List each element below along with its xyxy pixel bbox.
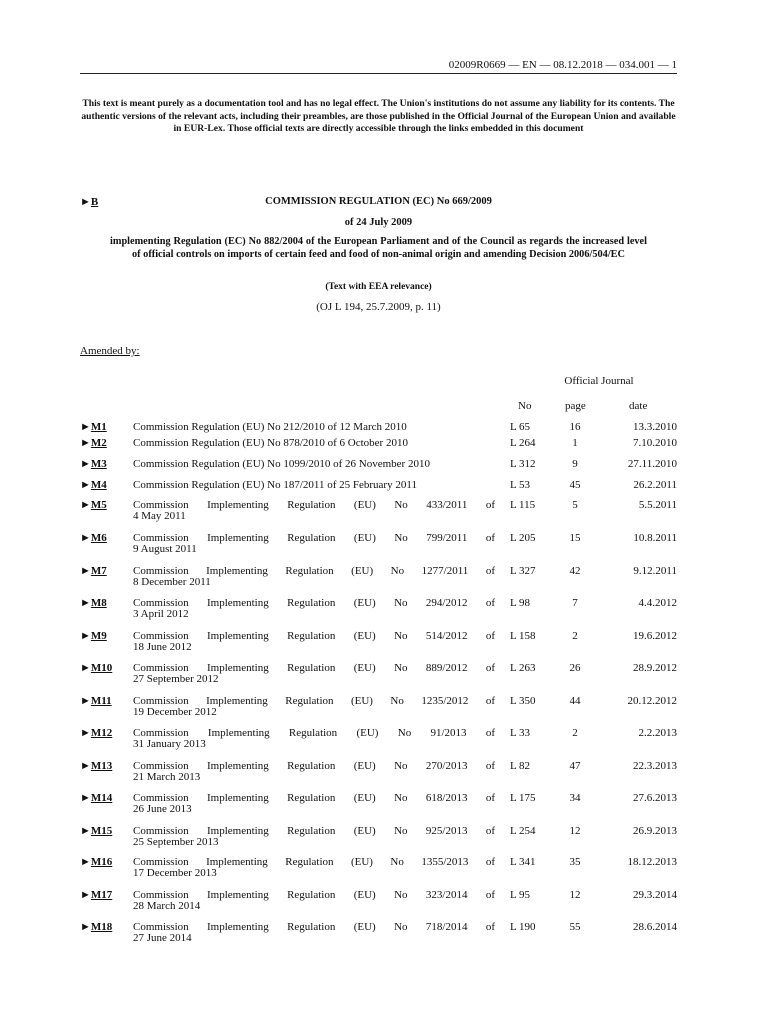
amendment-date-text: 8 December 2011: [133, 576, 211, 588]
arrow-right-icon: ►: [80, 921, 91, 933]
amendment-title: Commission Implementing Regulation (EU) No 91/2013 of: [133, 727, 495, 739]
oj-number: L 350: [510, 695, 536, 707]
amendment-date-text: 27 June 2014: [133, 932, 192, 944]
oj-number: L 263: [510, 662, 536, 674]
oj-page: 12: [569, 889, 581, 901]
oj-page: 44: [569, 695, 581, 707]
oj-page: 1: [572, 437, 578, 449]
oj-date: 28.6.2014: [633, 921, 677, 933]
oj-number: L 53: [510, 479, 531, 491]
amendment-title: Commission Regulation (EU) No 1099/2010 of 26 November 2010: [133, 458, 430, 470]
amendment-title: Commission Implementing Regulation (EU) No 1277/2011 of: [133, 565, 495, 577]
eea-relevance: (Text with EEA relevance): [325, 282, 432, 292]
amendment-marker[interactable]: [80, 663, 112, 674]
amendment-marker[interactable]: [80, 761, 112, 772]
amendment-description: [133, 533, 495, 555]
oj-page: 34: [569, 792, 581, 804]
column-header-no: No: [518, 400, 532, 412]
amendment-marker[interactable]: [80, 631, 107, 642]
document-reference: 02009R0669 — EN — 08.12.2018 — 034.001 — 1: [448, 59, 677, 71]
arrow-right-icon: ►: [80, 532, 91, 544]
oj-date: 9.12.2011: [633, 565, 677, 577]
arrow-right-icon: ►: [80, 825, 91, 837]
arrow-right-icon: ►: [80, 662, 91, 674]
amendment-description: [133, 857, 495, 879]
oj-page: 47: [569, 760, 581, 772]
regulation-title: COMMISSION REGULATION (EC) No 669/2009: [265, 196, 492, 207]
amendment-link[interactable]: M10: [90, 662, 113, 674]
amendment-description: [133, 826, 495, 848]
oj-date: 27.11.2010: [627, 458, 677, 470]
arrow-right-icon: ►: [80, 760, 91, 772]
oj-number: L 254: [510, 825, 536, 837]
oj-number: L 158: [510, 630, 536, 642]
amendment-title: Commission Implementing Regulation (EU) No 618/2013 of: [133, 792, 495, 804]
amendment-description: [133, 598, 495, 620]
amendment-title: Commission Implementing Regulation (EU) No 1235/2012 of: [133, 695, 495, 707]
disclaimer-text: This text is meant purely as a documentation tool and has no legal effect. The Union's institutions do not assume any liability for its contents. The authentic versions of the relevant acts, including their preambles, are those published in the Official Journal of the European Union and available in EUR-Lex. Those official texts are directly accessible through the links embedded in this document: [81, 98, 676, 134]
official-journal-reference: (OJ L 194, 25.7.2009, p. 11): [316, 301, 441, 313]
oj-page: 5: [572, 499, 578, 511]
oj-page: 16: [569, 421, 581, 433]
oj-page: 26: [569, 662, 581, 674]
arrow-right-icon: ►: [80, 437, 91, 449]
oj-number: L 98: [510, 597, 531, 609]
amendment-marker[interactable]: [80, 598, 107, 609]
amendment-link[interactable]: M5: [90, 499, 107, 511]
amendment-marker[interactable]: [80, 793, 112, 804]
arrow-right-icon: ►: [80, 421, 91, 433]
oj-date: 19.6.2012: [633, 630, 677, 642]
arrow-right-icon: ►: [80, 499, 91, 511]
amendment-title: Commission Implementing Regulation (EU) No 799/2011 of: [133, 532, 495, 544]
amendment-link[interactable]: M4: [90, 479, 107, 491]
amendment-link[interactable]: M14: [90, 792, 113, 804]
oj-number: L 341: [510, 856, 536, 868]
oj-date: 20.12.2012: [627, 695, 677, 707]
amendment-date-text: 27 September 2012: [133, 673, 219, 685]
arrow-right-icon: ►: [80, 565, 91, 577]
amendment-date-text: 3 April 2012: [133, 608, 189, 620]
oj-page: 45: [569, 479, 581, 491]
arrow-right-icon: ►: [80, 792, 91, 804]
oj-page: 15: [569, 532, 581, 544]
amendment-description: [133, 793, 495, 815]
oj-date: 4.4.2012: [638, 597, 677, 609]
amendment-title: Commission Implementing Regulation (EU) No 925/2013 of: [133, 825, 495, 837]
oj-number: L 190: [510, 921, 536, 933]
amendment-date-text: 26 June 2013: [133, 803, 192, 815]
amendment-link[interactable]: M13: [90, 760, 113, 772]
amendment-link[interactable]: M9: [90, 630, 107, 642]
amendment-date-text: 28 March 2014: [133, 900, 201, 912]
oj-page: 42: [569, 565, 581, 577]
amendment-link[interactable]: M1: [90, 421, 107, 433]
amendment-link[interactable]: M11: [90, 695, 112, 707]
amendment-date-text: 18 June 2012: [133, 641, 192, 653]
official-journal-header: Official Journal: [564, 375, 634, 387]
amendment-marker[interactable]: [80, 533, 107, 544]
oj-number: L 175: [510, 792, 536, 804]
column-header-page: page: [565, 400, 586, 412]
amendment-description: [133, 566, 495, 588]
arrow-right-icon: ►: [80, 695, 91, 707]
regulation-subject: implementing Regulation (EC) No 882/2004 of the European Parliament and of the Council as regards the increased level of official controls on imports of certain feed and food of non-animal origin and amending Decision 2006/504/EC: [110, 236, 647, 260]
oj-number: L 264: [510, 437, 536, 449]
oj-number: L 33: [510, 727, 531, 739]
oj-page: 55: [569, 921, 581, 933]
amendment-marker[interactable]: [80, 500, 107, 511]
oj-number: L 115: [510, 499, 536, 511]
amendment-description: [133, 631, 495, 653]
amendment-title: Commission Implementing Regulation (EU) No 889/2012 of: [133, 662, 495, 674]
arrow-right-icon: ►: [80, 889, 91, 901]
amendment-link[interactable]: M8: [90, 597, 107, 609]
amendment-title: Commission Implementing Regulation (EU) No 294/2012 of: [133, 597, 495, 609]
amendment-description: [133, 422, 493, 433]
amendment-description: [133, 459, 493, 470]
amendment-title: Commission Implementing Regulation (EU) No 718/2014 of: [133, 921, 495, 933]
amendment-title: Commission Implementing Regulation (EU) No 514/2012 of: [133, 630, 495, 642]
oj-page: 12: [569, 825, 581, 837]
oj-number: L 205: [510, 532, 536, 544]
amendment-title: Commission Implementing Regulation (EU) No 433/2011 of: [133, 499, 495, 511]
amendment-date-text: 4 May 2011: [133, 510, 186, 522]
oj-date: 29.3.2014: [633, 889, 677, 901]
amendment-date-text: 17 December 2013: [133, 867, 217, 879]
amendment-marker[interactable]: [80, 566, 107, 577]
oj-page: 35: [569, 856, 581, 868]
oj-date: 18.12.2013: [627, 856, 677, 868]
amendment-title: Commission Implementing Regulation (EU) No 323/2014 of: [133, 889, 495, 901]
amendment-date-text: 25 September 2013: [133, 836, 219, 848]
amendment-date-text: 31 January 2013: [133, 738, 206, 750]
amendment-marker[interactable]: [80, 728, 112, 739]
arrow-right-icon: ►: [80, 597, 91, 609]
amendment-link[interactable]: M12: [90, 727, 113, 739]
oj-date: 27.6.2013: [633, 792, 677, 804]
amendment-title: Commission Regulation (EU) No 878/2010 of 6 October 2010: [133, 437, 408, 449]
arrow-right-icon: ►: [80, 479, 91, 491]
oj-number: L 65: [510, 421, 531, 433]
amendment-date-text: 9 August 2011: [133, 543, 197, 555]
arrow-right-icon: ►: [80, 727, 91, 739]
amendment-marker[interactable]: [80, 857, 112, 868]
column-header-date: date: [629, 400, 648, 412]
amendment-description: [133, 438, 493, 449]
oj-date: 28.9.2012: [633, 662, 677, 674]
oj-date: 5.5.2011: [638, 499, 677, 511]
amendment-date-text: 19 December 2012: [133, 706, 217, 718]
amendment-link[interactable]: M16: [90, 856, 113, 868]
amendment-link[interactable]: M2: [90, 437, 107, 449]
oj-number: L 312: [510, 458, 536, 470]
amendment-title: Commission Regulation (EU) No 212/2010 of 12 March 2010: [133, 421, 407, 433]
oj-page: 2: [572, 727, 578, 739]
amendment-marker[interactable]: [80, 459, 107, 470]
amendment-title: Commission Implementing Regulation (EU) No 1355/2013 of: [133, 856, 495, 868]
amendment-title: Commission Regulation (EU) No 187/2011 of 25 February 2011: [133, 479, 417, 491]
amendment-date-text: 21 March 2013: [133, 771, 201, 783]
amendment-description: [133, 480, 493, 491]
oj-date: 22.3.2013: [633, 760, 677, 772]
amendment-marker[interactable]: [80, 826, 112, 837]
amendment-description: [133, 500, 495, 522]
amendment-marker[interactable]: [80, 422, 107, 433]
amendment-marker[interactable]: [80, 922, 112, 933]
regulation-date: of 24 July 2009: [344, 217, 413, 228]
amendment-title: Commission Implementing Regulation (EU) No 270/2013 of: [133, 760, 495, 772]
oj-date: 7.10.2010: [633, 437, 677, 449]
base-act-link[interactable]: B: [90, 196, 99, 208]
arrow-right-icon: ►: [80, 630, 91, 642]
amendment-marker[interactable]: [80, 438, 107, 449]
amendment-description: [133, 890, 495, 912]
amendment-marker[interactable]: [80, 696, 112, 707]
oj-page: 2: [572, 630, 578, 642]
amendment-link[interactable]: M17: [90, 889, 113, 901]
amendment-description: [133, 663, 495, 685]
oj-number: L 82: [510, 760, 531, 772]
amendment-description: [133, 728, 495, 750]
arrow-right-icon: ►: [80, 196, 91, 208]
amendment-description: [133, 761, 495, 783]
amended-by-heading: Amended by:: [80, 345, 140, 357]
oj-page: 9: [572, 458, 578, 470]
amendment-marker[interactable]: [80, 480, 107, 491]
amendment-link[interactable]: M15: [90, 825, 113, 837]
oj-date: 2.2.2013: [638, 727, 677, 739]
arrow-right-icon: ►: [80, 856, 91, 868]
oj-date: 26.2.2011: [633, 479, 677, 491]
oj-date: 26.9.2013: [633, 825, 677, 837]
oj-number: L 327: [510, 565, 536, 577]
amendment-link[interactable]: M6: [90, 532, 107, 544]
amendment-link[interactable]: M3: [90, 458, 107, 470]
header-divider: [80, 73, 677, 74]
amendment-link[interactable]: M18: [90, 921, 113, 933]
amendment-link[interactable]: M7: [90, 565, 107, 577]
arrow-right-icon: ►: [80, 458, 91, 470]
oj-page: 7: [572, 597, 578, 609]
amendment-description: [133, 922, 495, 944]
oj-number: L 95: [510, 889, 531, 901]
amendment-marker[interactable]: [80, 890, 112, 901]
oj-date: 13.3.2010: [633, 421, 677, 433]
oj-date: 10.8.2011: [633, 532, 677, 544]
amendment-description: [133, 696, 495, 718]
